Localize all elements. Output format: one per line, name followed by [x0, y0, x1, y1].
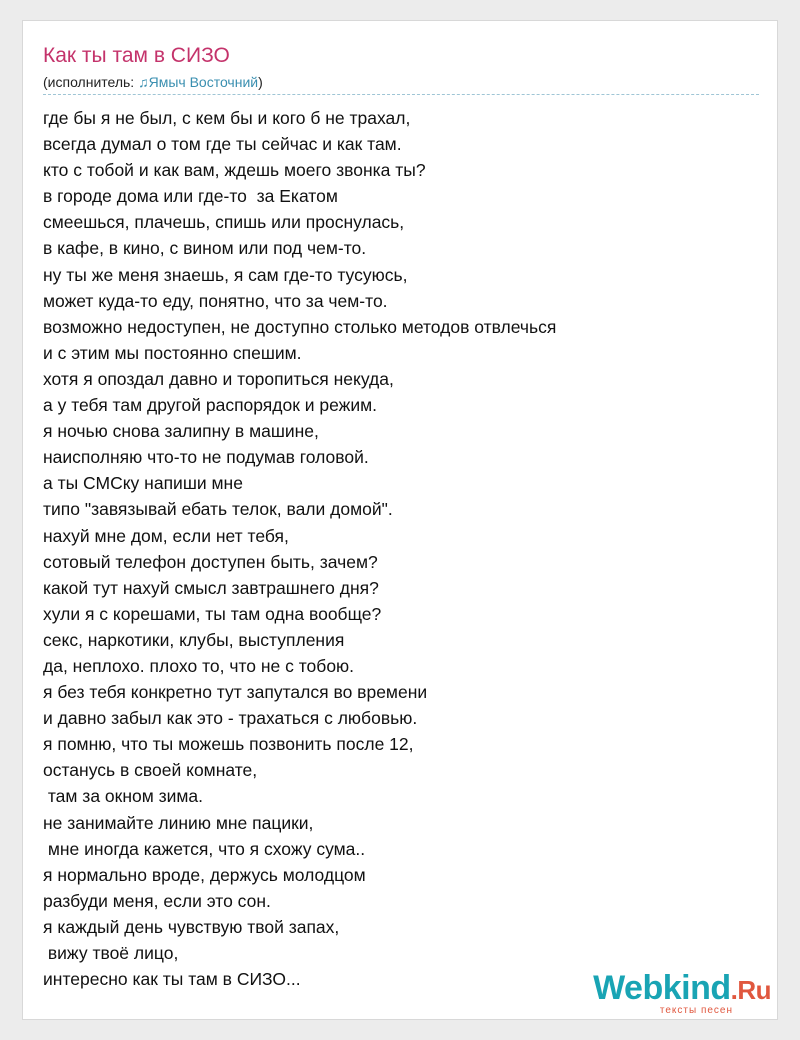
- artist-line: [43, 73, 263, 91]
- lyric-line: я помню, что ты можешь позвонить после 12,: [43, 734, 414, 755]
- logo-tld: .Ru: [730, 975, 771, 1005]
- lyric-line: возможно недоступен, не доступно столько методов отвлечься: [43, 316, 557, 337]
- lyric-line: хотя я опоздал давно и торопиться некуда,: [43, 368, 394, 389]
- lyric-line: кто с тобой и как вам, ждешь моего звонка ты?: [43, 160, 426, 181]
- lyric-line: и давно забыл как это - трахаться с любовью.: [43, 708, 418, 729]
- lyric-line: я ночью снова залипну в машине,: [43, 421, 319, 442]
- lyrics-text: [43, 105, 556, 992]
- lyric-line: да, неплохо. плохо то, что не с тобою.: [43, 655, 355, 676]
- lyric-line: вижу твоё лицо,: [43, 943, 179, 963]
- lyric-line: где бы я не был, с кем бы и кого б не трахал,: [43, 108, 411, 128]
- music-note-icon: ♫: [138, 74, 149, 90]
- lyric-line: я нормально вроде, держусь молодцом: [43, 864, 366, 885]
- artist-link[interactable]: [138, 74, 258, 90]
- lyric-line: может куда-то еду, понятно, что за чем-то.: [43, 290, 388, 311]
- lyric-line: наисполняю что-то не подумав головой.: [43, 447, 369, 468]
- artist-suffix: ): [258, 74, 263, 90]
- lyric-line: там за окном зима.: [43, 786, 204, 807]
- lyric-line: какой тут нахуй смысл завтрашнего дня?: [43, 577, 379, 598]
- lyric-line: секс, наркотики, клубы, выступления: [43, 629, 345, 650]
- song-title: Как ты там в СИЗО: [43, 44, 230, 67]
- artist-prefix: (исполнитель:: [43, 74, 139, 90]
- logo-tagline: тексты песен: [659, 1005, 733, 1016]
- lyric-line: всегда думал о том где ты сейчас и как там.: [43, 134, 402, 155]
- dashed-divider: [43, 94, 759, 95]
- lyric-line: а у тебя там другой распорядок и режим.: [43, 395, 378, 416]
- lyric-line: разбуди меня, если это сон.: [43, 890, 271, 911]
- lyric-line: сотовый телефон доступен быть, зачем?: [43, 551, 378, 572]
- lyric-line: в городе дома или где-то за Екатом: [43, 186, 338, 207]
- lyric-line: нахуй мне дом, если нет тебя,: [43, 525, 289, 546]
- lyric-line: останусь в своей комнате,: [43, 760, 258, 781]
- lyric-line: мне иногда кажется, что я схожу сума..: [43, 838, 366, 859]
- lyric-line: а ты СМСку напиши мне: [43, 473, 243, 494]
- lyrics-card: [22, 20, 778, 1020]
- lyric-line: и с этим мы постоянно спешим.: [43, 342, 302, 363]
- lyric-line: ну ты же меня знаешь, я сам где-то тусуюсь,: [43, 264, 408, 285]
- artist-name: Ямыч Восточний: [148, 74, 259, 90]
- lyric-line: я каждый день чувствую твой запах,: [43, 916, 340, 937]
- lyric-line: смеешься, плачешь, спишь или проснулась,: [43, 212, 405, 233]
- site-logo[interactable]: [593, 971, 771, 1017]
- lyric-line: в кафе, в кино, с вином или под чем-то.: [43, 238, 367, 259]
- lyric-line: не занимайте линию мне пацики,: [43, 812, 314, 833]
- lyric-line: интересно как ты там в СИЗО...: [43, 969, 301, 990]
- logo-name: Webkind: [593, 969, 731, 1007]
- lyric-line: типо "завязывай ебать телок, вали домой".: [43, 499, 393, 520]
- lyric-line: хули я с корешами, ты там одна вообще?: [43, 603, 382, 624]
- lyric-line: я без тебя конкретно тут запутался во времени: [43, 682, 428, 703]
